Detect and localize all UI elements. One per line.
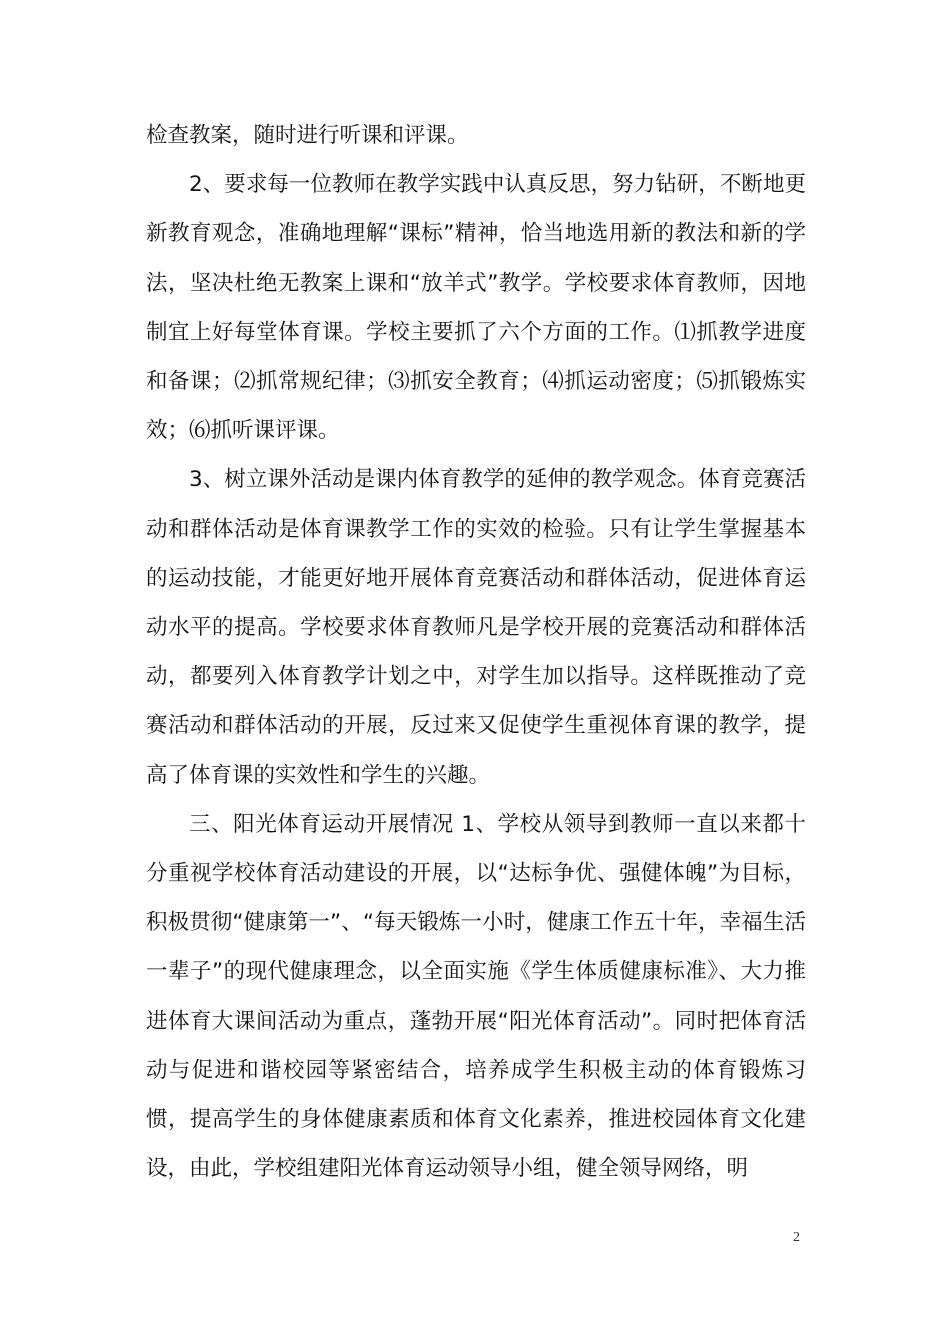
paragraph-item-2: 2、要求每一位教师在教学实践中认真反思，努力钻研，不断地更新教育观念，准确地理解“课标”精神，恰当地选用新的教法和新的学法，坚决杜绝无教案上课和“放羊式”教学。学校要求体育教师，因地制宜上好每堂体育课。学校主要抓了六个方面的工作。⑴抓教学进度和备课；⑵抓常规纪律；⑶抓安全教育；⑷抓运动密度；⑸抓锻炼实效；⑹抓听课评课。 <box>146 172 806 444</box>
paragraph-item-3: 3、树立课外活动是课内体育教学的延伸的教学观念。体育竞赛活动和群体活动是体育课教学工作的实效的检验。只有让学生掌握基本的运动技能，才能更好地开展体育竞赛活动和群体活动，促进体育运动水平的提高。学校要求体育教师凡是学校开展的竞赛活动和群体活动，都要列入体育教学计划之中，对学生加以指导。这样既推动了竞赛活动和群体活动的开展，反过来又促使学生重视体育课的教学，提高了体育课的实效性和学生的兴趣。 <box>146 467 806 788</box>
paragraph-section-3: 三、阳光体育运动开展情况 1、学校从领导到教师一直以来都十分重视学校体育活动建设的开展，以“达标争优、强健体魄”为目标，积极贯彻“健康第一”、“每天锻炼一小时，健康工作五十年，幸福生活一辈子”的现代健康理念，以全面实施《学生体质健康标准》、大力推进体育大课间活动为重点，蓬勃开展“阳光体育活动”。同时把体育活动与促进和谐校园等紧密结合，培养成学生积极主动的体育锻炼习惯，提高学生的身体健康素质和体育文化素养，推进校园体育文化建设，由此，学校组建阳光体育运动领导小组，健全领导网络，明 <box>146 811 806 1182</box>
document-body <box>146 111 806 1193</box>
paragraph-continuation: 检查教案，随时进行听课和评课。 <box>146 123 469 148</box>
page-number: 2 <box>793 1230 800 1245</box>
